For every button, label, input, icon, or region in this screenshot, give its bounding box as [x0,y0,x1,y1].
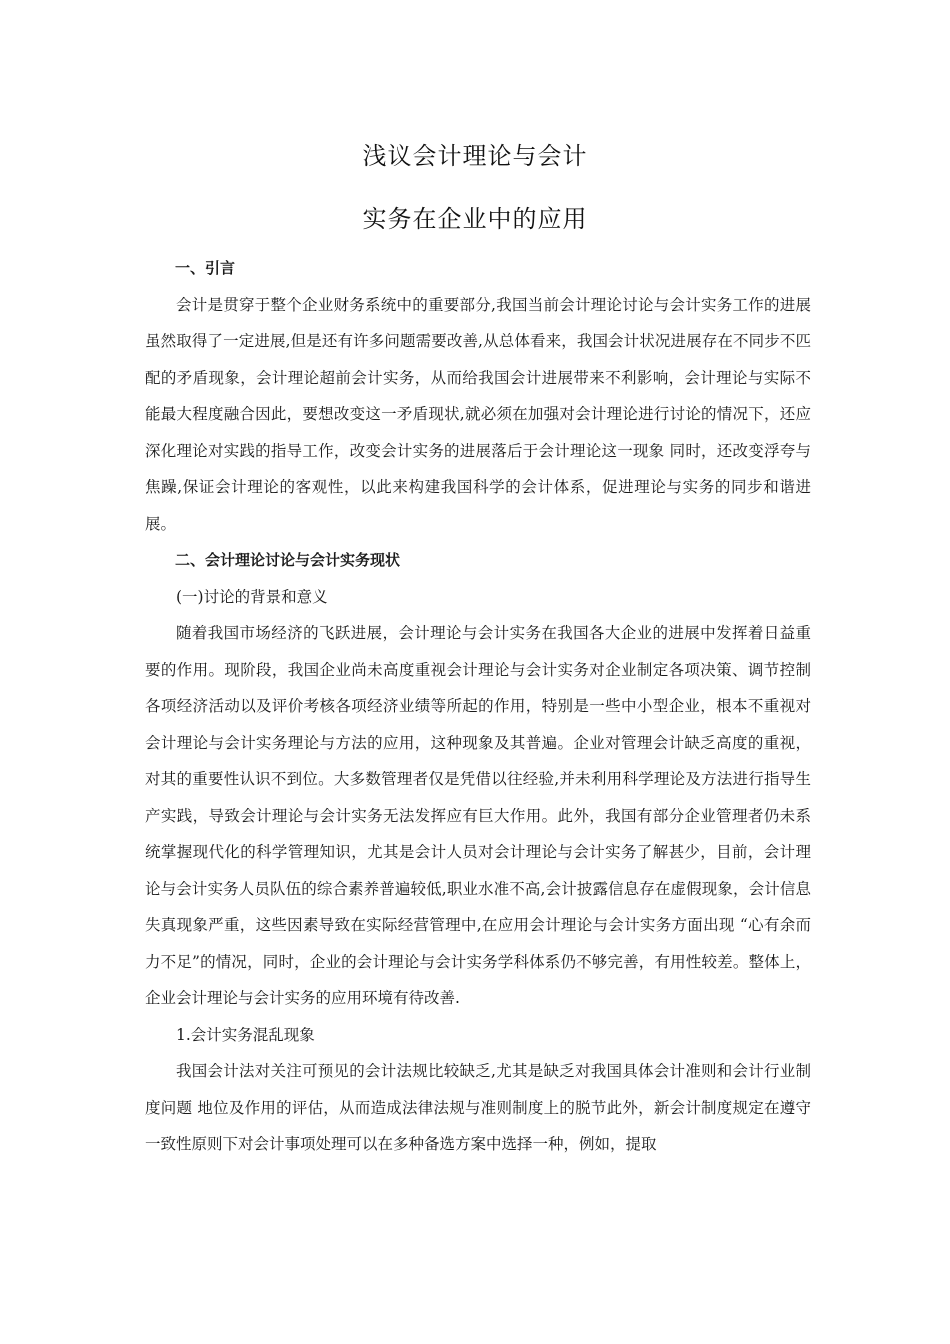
paragraph-accounting-chaos: 我国会计法对关注可预见的会计法规比较缺乏,尤其是缺乏对我国具体会计准则和会计行业制度问题 地位及作用的评估，从而造成法律法规与准则制度上的脱节此外，新会计制度规定在遵守一致性原则下对会计事项处理可以在多种备选方案中选择一种，例如，提取 [145,1062,811,1153]
paragraph-introduction: 会计是贯穿于整个企业财务系统中的重要部分,我国当前会计理论讨论与会计实务工作的进展虽然取得了一定进展,但是还有许多问题需要改善,从总体看来，我国会计状况进展存在不同步不匹配的矛盾现象，会计理论超前会计实务，从而给我国会计进展带来不利影响，会计理论与实际不能最大程度融合因此，要想改变这一矛盾现状,就必须在加强对会计理论进行讨论的情况下，还应深化理论对实践的指导工作，改变会计实务的进展落后于会计理论这一现象 同时，还改变浮夸与焦躁,保证会计理论的客观性，以此来构建我国科学的会计体系，促进理论与实务的同步和谐进展。 [145,295,811,533]
item-heading-accounting-chaos: 1.会计实务混乱现象 [176,1025,315,1044]
paragraph-background: 随着我国市场经济的飞跃进展，会计理论与会计实务在我国各大企业的进展中发挥着日益重要的作用。现阶段，我国企业尚未高度重视会计理论与会计实务对企业制定各项决策、调节控制各项经济活动以及评价考核各项经济业绩等所起的作用，特别是一些中小型企业，根本不重视对会计理论与会计实务理论与方法的应用，这种现象及其普遍。企业对管理会计缺乏高度的重视，对其的重要性认识不到位。大多数管理者仅是凭借以往经验,并未利用科学理论及方法进行指导生产实践，导致会计理论与会计实务无法发挥应有巨大作用。此外，我国有部分企业管理者仍未系统掌握现代化的科学管理知识，尤其是会计人员对会计理论与会计实务了解甚少，目前，会计理论与会计实务人员队伍的综合素养普遍较低,职业水准不高,会计披露信息存在虚假现象，会计信息失真现象严重，这些因素导致在实际经营管理中,在应用会计理论与会计实务方面出现 “心有余而力不足”的情况，同时，企业的会计理论与会计实务学科体系仍不够完善，有用性较差。整体上，企业会计理论与会计实务的应用环境有待改善. [145,624,811,1007]
document-body [145,250,811,1163]
section-heading-status: 二、会计理论讨论与会计实务现状 [175,551,401,569]
document-title-line1: 浅议会计理论与会计 [362,142,588,170]
section-heading-introduction: 一、引言 [175,259,236,277]
subsection-heading-background: (一)讨论的背景和意义 [176,587,328,606]
document-title-line2: 实务在企业中的应用 [362,205,588,233]
